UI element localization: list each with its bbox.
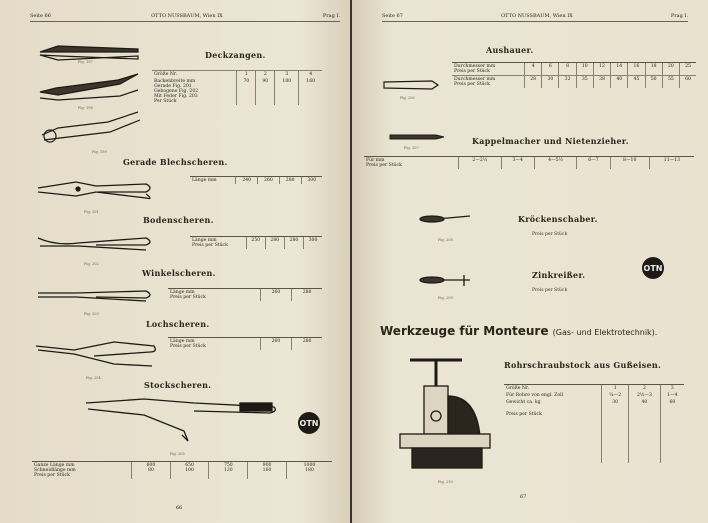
deckzangen-table — [152, 70, 322, 105]
stock-table — [32, 461, 332, 479]
table-cell: 600 80 — [132, 462, 171, 480]
table-label: Länge mm Preis per Stück — [168, 338, 260, 351]
table-cell: 260 — [258, 177, 280, 185]
fig-label: Fig. 207 — [404, 146, 419, 150]
table-label: Für Rohre von engl. Zoll — [506, 393, 564, 398]
left-head-center: OTTO NUSSBAUM, Wien IX — [151, 13, 223, 19]
table-cell: 280 — [292, 289, 322, 302]
table-cell: 55 — [662, 76, 679, 89]
aushauer-title: Aushauer. — [486, 45, 534, 55]
table-cell: 3 — [275, 71, 299, 79]
table-cell: 260 — [260, 338, 291, 351]
table-cell: 90 — [256, 78, 275, 105]
table-cell: 1—4 — [660, 392, 684, 399]
table-cell: 8 — [559, 63, 576, 76]
table-cell: 300 — [304, 237, 323, 250]
table-label: Durchmesser mm Preis per Stück — [452, 63, 525, 76]
table-cell: 40 — [629, 399, 661, 406]
table-cell: 100 — [275, 78, 299, 105]
table-cell: 3—4 — [501, 157, 534, 170]
table-cell — [629, 406, 661, 463]
price-label: Preis per Stück — [532, 232, 568, 237]
table-cell — [602, 406, 629, 463]
kroeckenschaber-title: Kröckenschaber. — [518, 214, 598, 224]
table-cell: 70 — [237, 78, 256, 105]
table-label: Größe Nr. — [504, 385, 602, 393]
scraper-illustration — [418, 212, 476, 226]
table-cell: 650 100 — [170, 462, 209, 480]
table-cell: 1 — [237, 71, 256, 79]
table-cell: 32 — [559, 76, 576, 89]
kappel-table — [364, 156, 694, 169]
table-cell: 50 — [645, 76, 662, 89]
fig-label: Fig. 205 — [170, 452, 185, 456]
table-cell: 20 — [662, 63, 679, 76]
right-head-center: OTTO NUSSBAUM, Wien IX — [501, 13, 573, 19]
aushauer-table — [452, 62, 696, 88]
table-cell: 280 — [265, 237, 284, 250]
boden-title: Bodenscheren. — [143, 215, 214, 225]
table-cell: 2½—3 — [629, 392, 661, 399]
right-page — [352, 0, 708, 523]
pliers-illustration — [38, 40, 148, 150]
loch-title: Lochscheren. — [146, 319, 210, 329]
monteure-title — [380, 324, 657, 338]
table-label: Für mm Preis per Stück — [364, 157, 459, 170]
table-cell: 6 — [542, 63, 559, 76]
table-cell: 2 — [256, 71, 275, 79]
table-cell: 300 — [301, 177, 322, 185]
fig-label: Fig. 198 — [78, 106, 93, 110]
table-cell: 11—13 — [649, 157, 694, 170]
table-cell: 16 — [628, 63, 645, 76]
table-cell: 4—5½ — [534, 157, 577, 170]
monteure-subtitle: (Gas- und Elektrotechnik). — [552, 328, 658, 337]
page-number: 66 — [176, 505, 183, 511]
fig-label: Fig. 197 — [78, 60, 93, 64]
monteure-title-text: Werkzeuge für Monteure — [380, 324, 549, 338]
table-cell: 260 — [260, 289, 291, 302]
left-head-right: Prag I. — [322, 13, 340, 19]
table-label: Länge mm — [190, 177, 236, 185]
fig-label: Fig. 209 — [438, 296, 453, 300]
table-cell: 30 — [602, 399, 629, 406]
table-cell: 60 — [660, 399, 684, 406]
table-label: Länge mm Preis per Stück — [168, 289, 260, 302]
table-cell: 18 — [645, 63, 662, 76]
table-cell: 28 — [525, 76, 542, 89]
left-page — [0, 0, 350, 523]
table-cell: 4 — [299, 71, 322, 79]
table-cell: 2—2½ — [459, 157, 502, 170]
otn-logo-icon: OTN — [642, 257, 664, 279]
table-cell: 3 — [660, 385, 684, 393]
page-number: 67 — [520, 494, 527, 500]
rivet-tool-illustration — [388, 132, 446, 142]
table-cell: 25 — [680, 63, 696, 76]
gerade-table — [190, 176, 322, 184]
fig-label: Fig. 201 — [84, 210, 99, 214]
rohrschraub-title: Rohrschraubstock aus Gußeisen. — [504, 360, 662, 370]
right-running-head — [382, 13, 688, 22]
pipe-vise-illustration — [396, 356, 496, 476]
shears-illustration — [36, 285, 154, 307]
table-label: Länge mm Preis per Stück — [190, 237, 246, 250]
loch-table — [168, 337, 322, 350]
table-label: Gewicht ca. kg — [506, 400, 541, 405]
table-cell: 1 — [602, 385, 629, 393]
table-cell: 1000 180 — [286, 462, 332, 480]
fig-label: Fig. 208 — [438, 238, 453, 242]
table-cell: 10 — [576, 63, 593, 76]
lever-shears-illustration — [84, 395, 280, 447]
table-cell: ¼—2 — [602, 392, 629, 399]
fig-label: Fig. 210 — [438, 480, 453, 484]
table-label: Preis per Stück — [506, 412, 542, 417]
table-cell: 2 — [629, 385, 661, 393]
gerade-title: Gerade Blechscheren. — [123, 157, 228, 167]
table-cell: 40 — [611, 76, 628, 89]
fig-label: Fig. 203 — [84, 312, 99, 316]
table-cell: 280 — [284, 237, 303, 250]
table-cell: 14 — [611, 63, 628, 76]
kappel-title: Kappelmacher und Nietenzieher. — [472, 136, 629, 146]
fig-label: Fig. 202 — [84, 262, 99, 266]
table-cell: 45 — [628, 76, 645, 89]
table-cell: 38 — [593, 76, 610, 89]
table-label: Durchmesser mm Preis per Stück — [452, 76, 525, 89]
right-head-right: Prag I. — [670, 13, 688, 19]
zinkreisser-title: Zinkreißer. — [532, 270, 586, 280]
rohrschraub-table — [504, 384, 684, 463]
winkel-title: Winkelscheren. — [142, 268, 216, 278]
table-cell: 60 — [680, 76, 696, 89]
fig-label: Fig. 206 — [400, 96, 415, 100]
stock-title: Stockscheren. — [144, 380, 212, 390]
table-cell: 8—10 — [610, 157, 649, 170]
table-label: Backenbreite mm Gerade Fig. 201 Gebogene Fig. 202 Mit Feder Fig. 203 Per Stück — [154, 79, 199, 104]
table-cell: 900 160 — [248, 462, 287, 480]
boden-table — [190, 236, 322, 249]
fig-label: Fig. 199 — [92, 150, 107, 154]
scriber-illustration — [418, 272, 476, 290]
fig-label: Fig. 204 — [86, 376, 101, 380]
price-label: Preis per Stück — [532, 288, 568, 293]
table-cell: 280 — [292, 338, 322, 351]
table-cell: 750 120 — [209, 462, 248, 480]
punch-illustration — [382, 78, 440, 92]
table-cell: 6—7 — [577, 157, 610, 170]
table-cell: 250 — [246, 237, 265, 250]
right-head-left: Seite 67 — [382, 13, 403, 19]
table-cell: 4 — [525, 63, 542, 76]
table-cell: 160 — [299, 78, 322, 105]
shears-illustration — [36, 232, 156, 254]
table-label: Größe Nr. — [152, 71, 237, 79]
left-running-head — [30, 13, 340, 22]
shears-illustration — [36, 176, 156, 204]
left-head-left: Seite 66 — [30, 13, 51, 19]
table-cell: 12 — [593, 63, 610, 76]
deckzangen-title: Deckzangen. — [205, 50, 266, 60]
table-cell: 240 — [236, 177, 258, 185]
table-cell: 30 — [542, 76, 559, 89]
table-cell: 280 — [279, 177, 301, 185]
winkel-table — [168, 288, 322, 301]
table-label: Ganze Länge mm Schneidlänge mm Preis per Stück — [32, 462, 132, 480]
table-cell — [660, 406, 684, 463]
shears-illustration — [34, 336, 158, 372]
otn-logo-icon: OTN — [298, 412, 320, 434]
table-cell: 35 — [576, 76, 593, 89]
